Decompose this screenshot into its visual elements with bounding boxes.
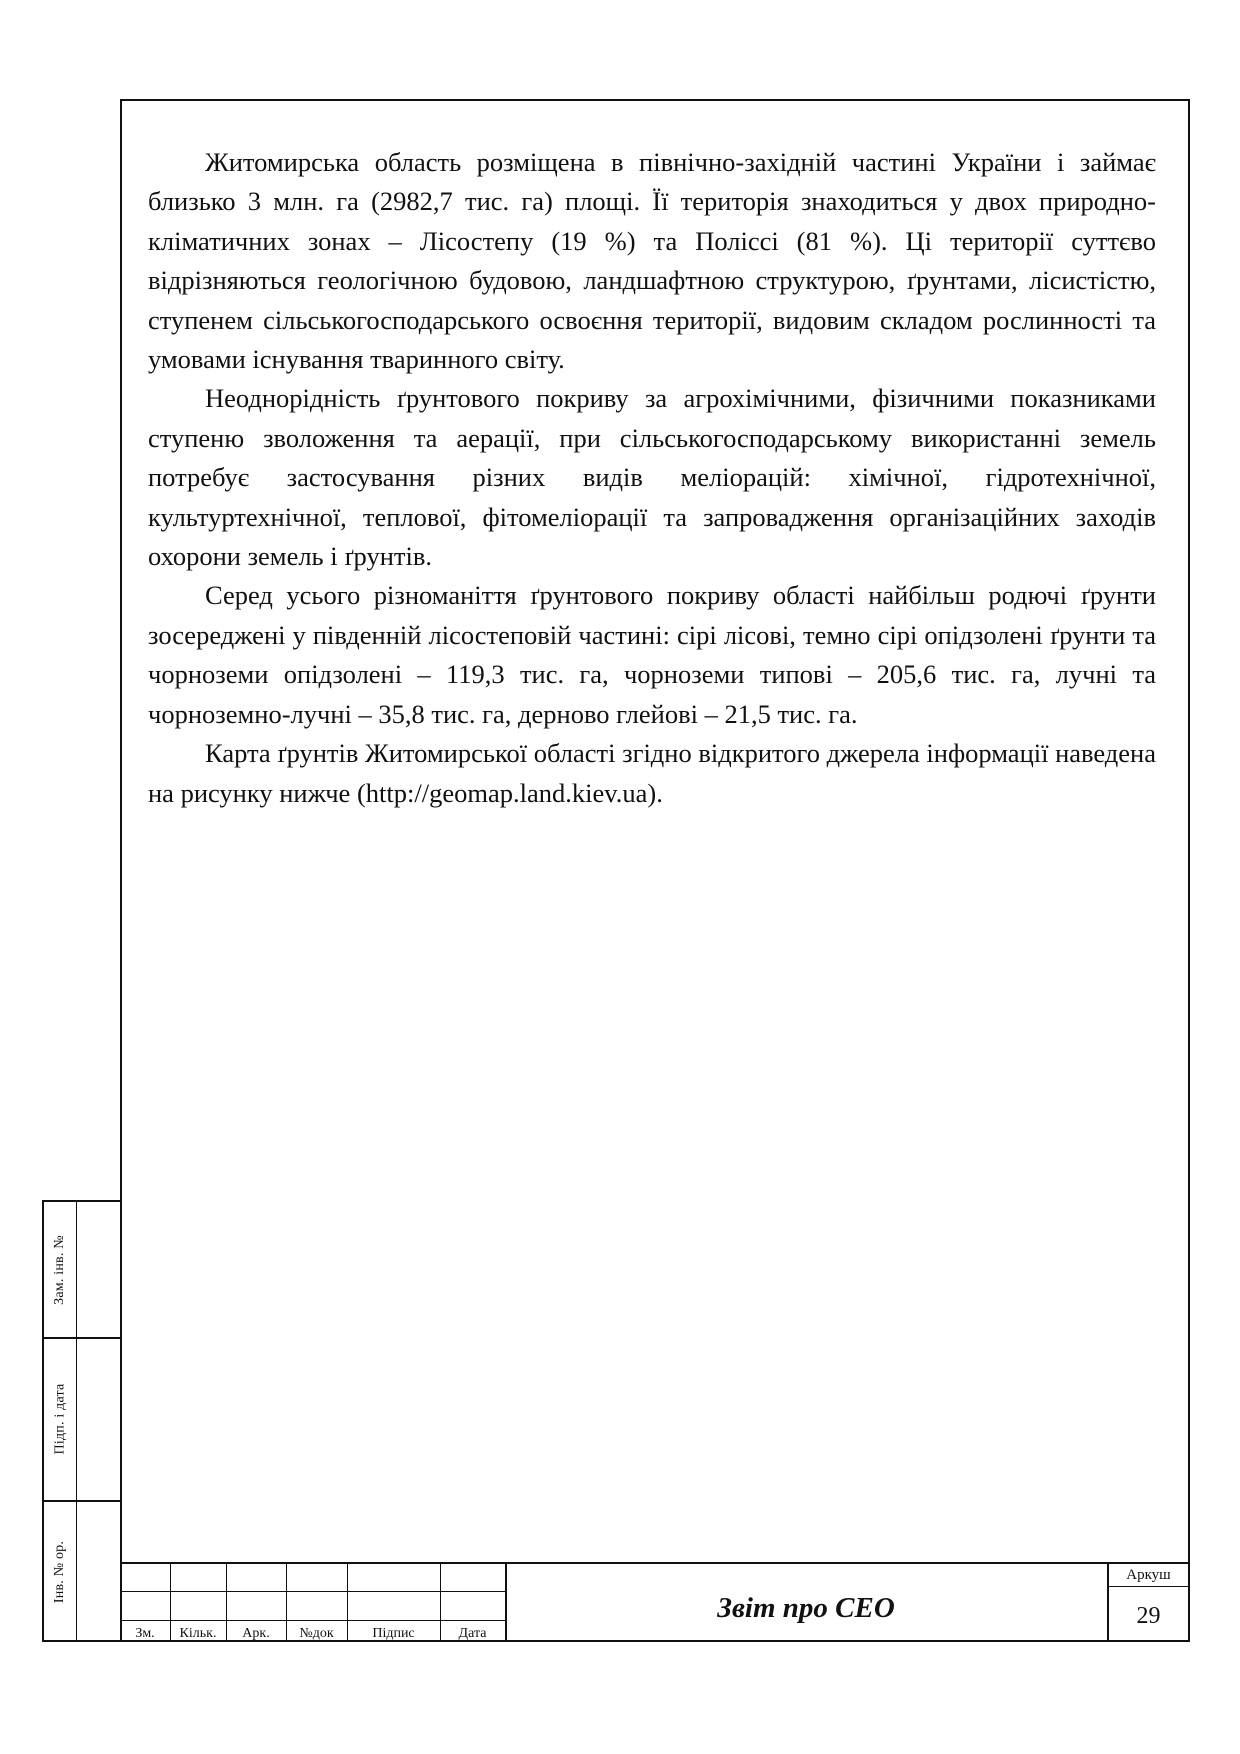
header-quantity: Кільк. [179,1626,217,1641]
side-label-replacement-inv: Зам. інв. № [52,1234,68,1305]
side-strip-divider [76,1202,77,1640]
header-change: Зм. [135,1626,155,1641]
sheet-number: 29 [1136,1602,1161,1629]
body-text [148,143,1156,813]
document-title: Звіт про СЕО [717,1591,895,1624]
header-sheet: Арк. [242,1626,270,1641]
paragraph-4: Карта ґрунтів Житомирської області згідно відкритого джерела інформації наведена на рисунку нижче (http://geomap.land.kiev.ua). [148,738,1156,808]
title-block-row-line [120,1591,505,1592]
sheet-cell-line [1107,1586,1190,1587]
side-label-signature-date: Підп. і дата [52,1383,68,1454]
paragraph-3: Серед усього різноманіття ґрунтового покриву області найбільш родючі ґрунти зосереджені у південній лісостеповій частині: сірі лісові, темно сірі опідзолені ґрунти та чорноземи опідзолені – 119,3 тис. га, чорноземи типові – 205,6 тис. га, лучні та чорноземно-лучні – 35,8 тис. га, дерново глейові – 21,5 тис. га. [148,580,1156,729]
side-stamp-strip [42,1200,122,1642]
paragraph-2: Неоднорідність ґрунтового покриву за агрохімічними, фізичними показниками ступеню зволоження та аерації, при сільськогосподарському використанні земель потребує застосування різних видів меліорацій: хімічної, гідротехнічної, культуртехнічної, теплової, фітомеліорації та запровадження організаційних заходів охорони земель і ґрунтів. [148,383,1156,572]
sheet-label: Аркуш [1126,1566,1171,1583]
header-date: Дата [458,1626,487,1641]
title-block [120,1562,1190,1642]
title-block-row-line [120,1620,505,1621]
header-doc-number: №док [299,1626,334,1641]
side-label-original-inv: Інв. № ор. [52,1540,67,1604]
paragraph-1: Житомирська область розміщена в північно-західній частині України і займає близько 3 млн. га (2982,7 тис. га) площі. Її територія знаходиться у двох природно-кліматичних зонах – Лісостепу (19 %) та Поліссі (81 %). Ці території суттєво відрізняються геологічною будовою, ландшафтною структурою, ґрунтами, лісистістю, ступенем сільськогосподарського освоєння території, видовим складом рослинності та умовами існування тваринного світу. [148,147,1156,375]
header-signature: Підпис [372,1626,415,1641]
